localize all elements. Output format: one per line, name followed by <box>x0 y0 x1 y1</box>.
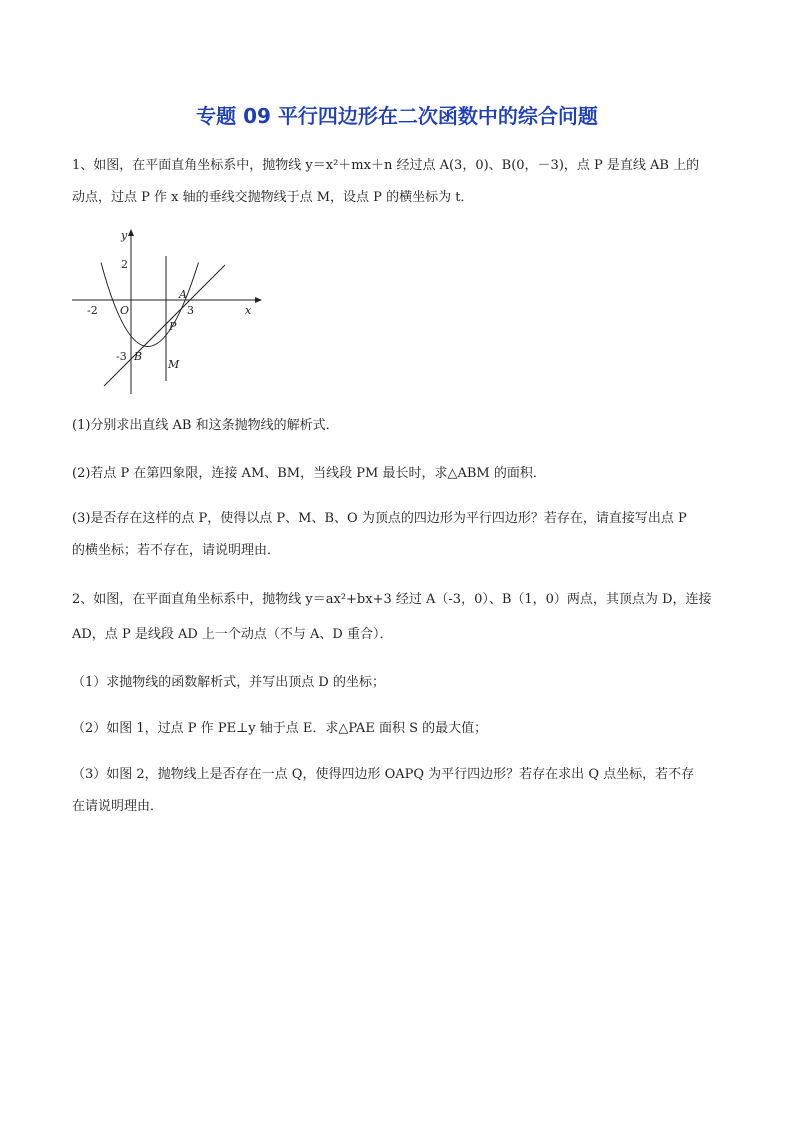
q1-stem-line1: 1、如图，在平面直角坐标系中，抛物线 y＝x²＋mx＋n 经过点 A(3，0)、B(0，－3)，点 P 是直线 AB 上的 <box>72 158 700 173</box>
x-tick-neg2: -2 <box>87 304 98 317</box>
point-a-label: A <box>179 288 187 301</box>
y-tick-2: 2 <box>121 258 128 271</box>
point-m-label: M <box>168 358 180 371</box>
x-axis-arrow <box>255 297 262 303</box>
point-p-label: P <box>169 320 177 333</box>
x-axis-label: x <box>245 304 252 317</box>
y-axis-label: y <box>121 229 128 242</box>
y-tick-neg3: -3 <box>116 350 127 363</box>
q1-part2: (2)若点 P 在第四象限，连接 AM、BM，当线段 PM 最长时，求△ABM 的面积． <box>72 466 546 481</box>
line-ab <box>104 265 225 386</box>
q1-part1: (1)分别求出直线 AB 和这条抛物线的解析式． <box>72 418 339 433</box>
origin-label: O <box>120 304 130 317</box>
q2-stem-line2: AD，点 P 是线段 AD 上一个动点（不与 A、D 重合）． <box>72 627 393 642</box>
x-tick-3: 3 <box>187 304 194 317</box>
q2-part2: （2）如图 1，过点 P 作 PE⊥y 轴于点 E．求△PAE 面积 S 的最大值； <box>72 721 488 736</box>
q2-stem-line1: 2、如图，在平面直角坐标系中，抛物线 y＝ax²+bx+3 经过 A（-3，0）、B（1，0）两点，其顶点为 D，连接 <box>72 592 712 607</box>
y-axis-arrow <box>128 229 134 236</box>
q1-stem-line2: 动点，过点 P 作 x 轴的垂线交抛物线于点 M，设点 P 的横坐标为 t． <box>72 190 474 205</box>
q2-part1: （1）求抛物线的函数解析式，并写出顶点 D 的坐标； <box>72 675 385 690</box>
point-b-label: B <box>134 350 143 363</box>
q1-graph <box>70 226 270 398</box>
q2-part3-line1: （3）如图 2，抛物线上是否存在一点 Q，使得四边形 OAPQ 为平行四边形？若存在求出 Q 点坐标，若不存 <box>72 767 695 782</box>
q1-part3-line1: (3)是否存在这样的点 P，使得以点 P、M、B、O 为顶点的四边形为平行四边形？若存在，请直接写出点 P <box>72 511 687 526</box>
q1-figure <box>70 226 270 402</box>
parabola <box>101 263 199 347</box>
q2-part3-line2: 在请说明理由． <box>72 799 164 814</box>
page-title: 专题 09 平行四边形在二次函数中的综合问题 <box>196 104 598 128</box>
q1-part3-line2: 的横坐标；若不存在，请说明理由． <box>72 543 281 558</box>
